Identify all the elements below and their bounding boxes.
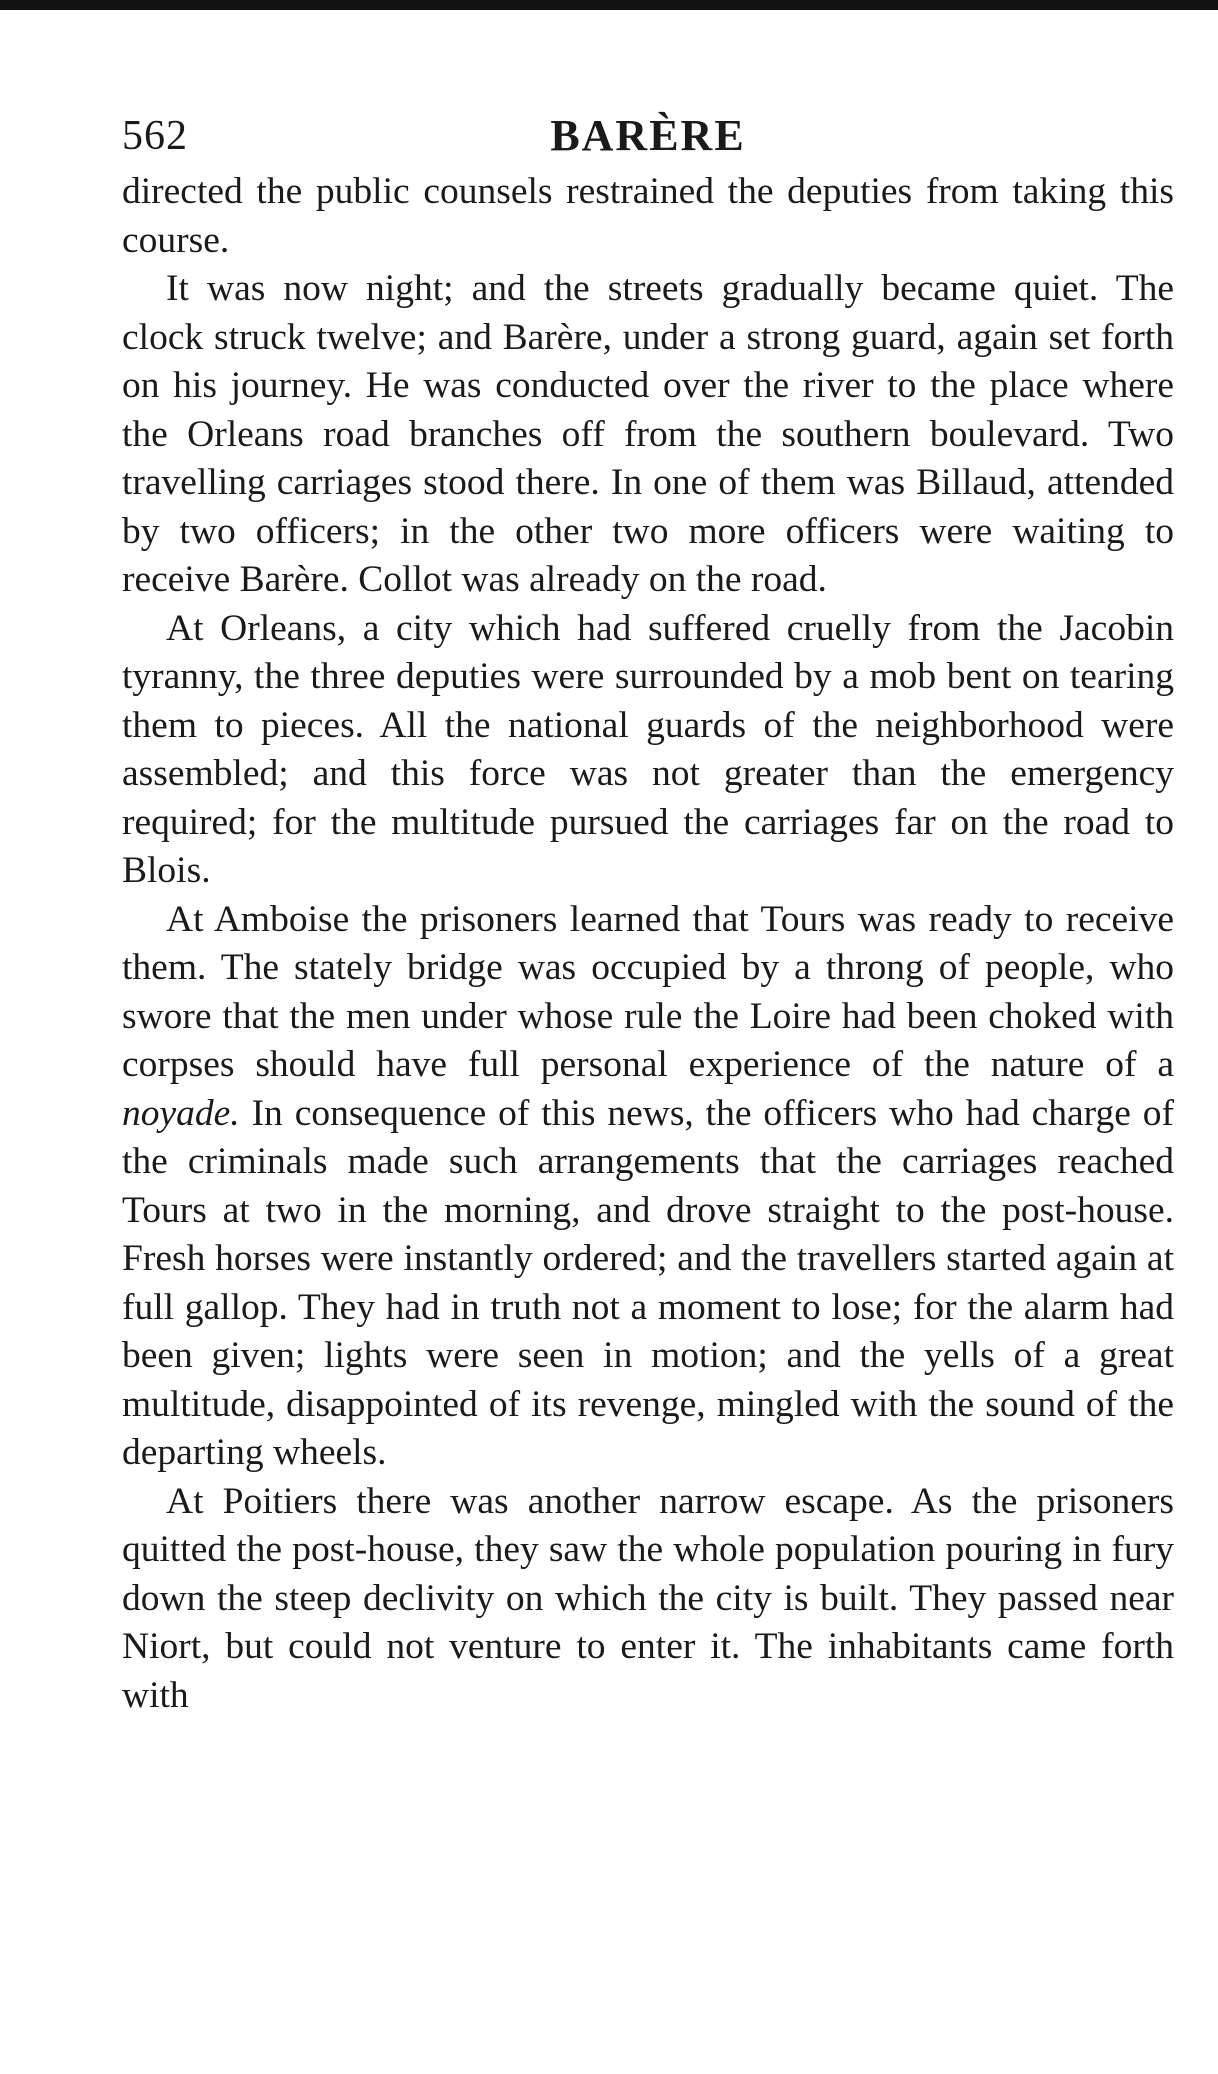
paragraph-poitiers: At Poitiers there was another narrow escape. As the prisoners quitted the post-house, they saw the whole population pouring in fury down the steep declivity on which the city is built. They passed near Niort, but could not venture to enter it. The inhabitants came forth with (122, 1480, 1174, 1716)
body-text (122, 168, 1174, 1720)
italic-noyade: noyade. (122, 1092, 240, 1134)
top-border-rule (0, 0, 1218, 10)
book-page (122, 108, 1174, 1720)
paragraph-amboise-tours (122, 896, 1174, 1478)
running-title: BARÈRE (550, 111, 746, 160)
page-number: 562 (122, 113, 188, 159)
running-head (122, 108, 1174, 168)
paragraph-amboise-text-before: At Amboise the prisoners learned that Tours was ready to receive them. The stately bridge was occupied by a throng of people, who swore that the men under whose rule the Loire had been choked with corpses should have full personal experience of the nature of a (122, 898, 1174, 1085)
paragraph-continuation: directed the public counsels restrained the deputies from taking this course. (122, 171, 1174, 261)
paragraph-night-departure: It was now night; and the streets gradually became quiet. The clock struck twelve; and Barère, under a strong guard, again set forth on his journey. He was conducted over the river to the place where the Orleans road branches off from the southern boulevard. Two travelling carriages stood there. In one of them was Billaud, attended by two officers; in the other two more officers were waiting to receive Barère. Collot was already on the road. (122, 268, 1174, 600)
paragraph-amboise-text-after: In consequence of this news, the officers who had charge of the criminals made such arrangements that the carriages reached Tours at two in the morning, and drove straight to the post-house. Fresh horses were instantly ordered; and the travellers started again at full gallop. They had in truth not a moment to lose; for the alarm had been given; lights were seen in motion; and the yells of a great multitude, disappointed of its revenge, mingled with the sound of the departing wheels. (122, 1092, 1174, 1473)
paragraph-orleans: At Orleans, a city which had suffered cruelly from the Jacobin tyranny, the three deputies were surrounded by a mob bent on tearing them to pieces. All the national guards of the neighborhood were assembled; and this force was not greater than the emergency required; for the multitude pursued the carriages far on the road to Blois. (122, 607, 1174, 891)
